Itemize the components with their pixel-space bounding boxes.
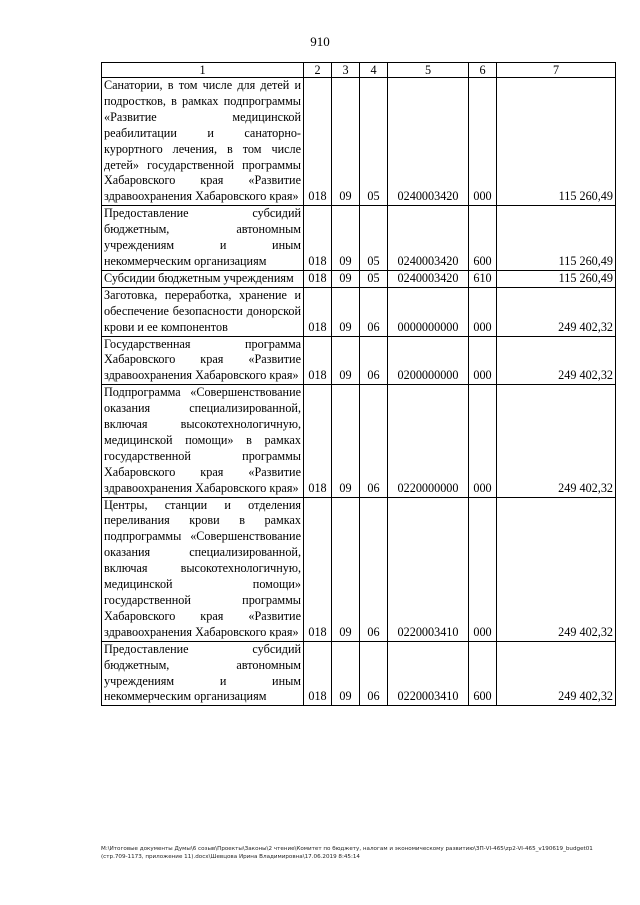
row-subsection: 05 xyxy=(360,270,388,287)
row-type: 000 xyxy=(469,497,497,641)
row-ministry: 018 xyxy=(304,497,332,641)
row-sum: 115 260,49 xyxy=(497,78,616,206)
row-name: Предоставление субсидий бюджетным, автономным учреждениям и иным некоммерческим организациям xyxy=(102,641,304,706)
row-subsection: 06 xyxy=(360,385,388,497)
header-col-6: 6 xyxy=(469,63,497,78)
row-section: 09 xyxy=(332,641,360,706)
row-ministry: 018 xyxy=(304,287,332,336)
row-type: 600 xyxy=(469,206,497,271)
row-section: 09 xyxy=(332,270,360,287)
table-row xyxy=(102,641,616,706)
row-ministry: 018 xyxy=(304,641,332,706)
row-subsection: 05 xyxy=(360,206,388,271)
row-sum: 115 260,49 xyxy=(497,206,616,271)
row-target: 0220000000 xyxy=(388,385,469,497)
row-section: 09 xyxy=(332,206,360,271)
header-col-4: 4 xyxy=(360,63,388,78)
row-type: 000 xyxy=(469,287,497,336)
row-ministry: 018 xyxy=(304,336,332,385)
row-type: 610 xyxy=(469,270,497,287)
row-subsection: 06 xyxy=(360,287,388,336)
table-row xyxy=(102,206,616,271)
row-target: 0200000000 xyxy=(388,336,469,385)
header-col-2: 2 xyxy=(304,63,332,78)
page-number: 910 xyxy=(310,34,330,49)
table-row xyxy=(102,497,616,641)
row-sum: 249 402,32 xyxy=(497,336,616,385)
row-type: 000 xyxy=(469,385,497,497)
row-target: 0240003420 xyxy=(388,78,469,206)
row-name: Государственная программа Хабаровского края «Развитие здравоохранения Хабаровского края» xyxy=(102,336,304,385)
row-type: 000 xyxy=(469,78,497,206)
header-col-7: 7 xyxy=(497,63,616,78)
row-section: 09 xyxy=(332,336,360,385)
row-target: 0220003410 xyxy=(388,497,469,641)
row-name: Субсидии бюджетным учреждениям xyxy=(102,270,304,287)
row-section: 09 xyxy=(332,78,360,206)
row-ministry: 018 xyxy=(304,270,332,287)
row-target: 0240003420 xyxy=(388,270,469,287)
row-subsection: 06 xyxy=(360,336,388,385)
table-row xyxy=(102,287,616,336)
header-row xyxy=(102,63,616,78)
row-sum: 249 402,32 xyxy=(497,287,616,336)
row-target: 0000000000 xyxy=(388,287,469,336)
row-subsection: 05 xyxy=(360,78,388,206)
row-sum: 115 260,49 xyxy=(497,270,616,287)
file-path-footer: M:\Итоговые документы Думы\6 созыв\Проекты\Законы\2 чтение\Комитет по бюджету, налогам и экономическому развитию\ЗП-VI-465\zp2-VI-465_v190619_budget01 (стр.709-1173, приложение 11).docx\Шевцова Ирина Владимировна\17.06.2019 8:45:14 xyxy=(101,846,593,860)
row-name: Санатории, в том числе для детей и подростков, в рамках подпрограммы «Развитие медицинской реабилитации и санаторно-курортного лечения, в том числе детей» государственной программы Хабаровского края «Развитие здравоохранения Хабаровского края» xyxy=(102,78,304,206)
row-name: Заготовка, переработка, хранение и обеспечение безопасности донорской крови и ее компонентов xyxy=(102,287,304,336)
table-row xyxy=(102,78,616,206)
row-target: 0240003420 xyxy=(388,206,469,271)
header-col-3: 3 xyxy=(332,63,360,78)
row-subsection: 06 xyxy=(360,641,388,706)
row-section: 09 xyxy=(332,287,360,336)
row-sum: 249 402,32 xyxy=(497,641,616,706)
row-name: Подпрограмма «Совершенствование оказания специализированной, включая высокотехнологичную, медицинской помощи» в рамках государственной программы Хабаровского края «Развитие здравоохранения Хабаровского края» xyxy=(102,385,304,497)
row-subsection: 06 xyxy=(360,497,388,641)
header-col-5: 5 xyxy=(388,63,469,78)
table-row xyxy=(102,270,616,287)
row-sum: 249 402,32 xyxy=(497,497,616,641)
row-name: Предоставление субсидий бюджетным, автономным учреждениям и иным некоммерческим организациям xyxy=(102,206,304,271)
row-ministry: 018 xyxy=(304,206,332,271)
row-type: 600 xyxy=(469,641,497,706)
row-section: 09 xyxy=(332,385,360,497)
row-ministry: 018 xyxy=(304,78,332,206)
row-name: Центры, станции и отделения переливания крови в рамках подпрограммы «Совершенствование оказания специализированной, включая высокотехнологичную, медицинской помощи» государственной программы Хабаровского края «Развитие здравоохранения Хабаровского края» xyxy=(102,497,304,641)
budget-table xyxy=(101,62,616,706)
row-section: 09 xyxy=(332,497,360,641)
table-row xyxy=(102,336,616,385)
header-col-1: 1 xyxy=(102,63,304,78)
row-target: 0220003410 xyxy=(388,641,469,706)
row-ministry: 018 xyxy=(304,385,332,497)
row-type: 000 xyxy=(469,336,497,385)
table-row xyxy=(102,385,616,497)
row-sum: 249 402,32 xyxy=(497,385,616,497)
